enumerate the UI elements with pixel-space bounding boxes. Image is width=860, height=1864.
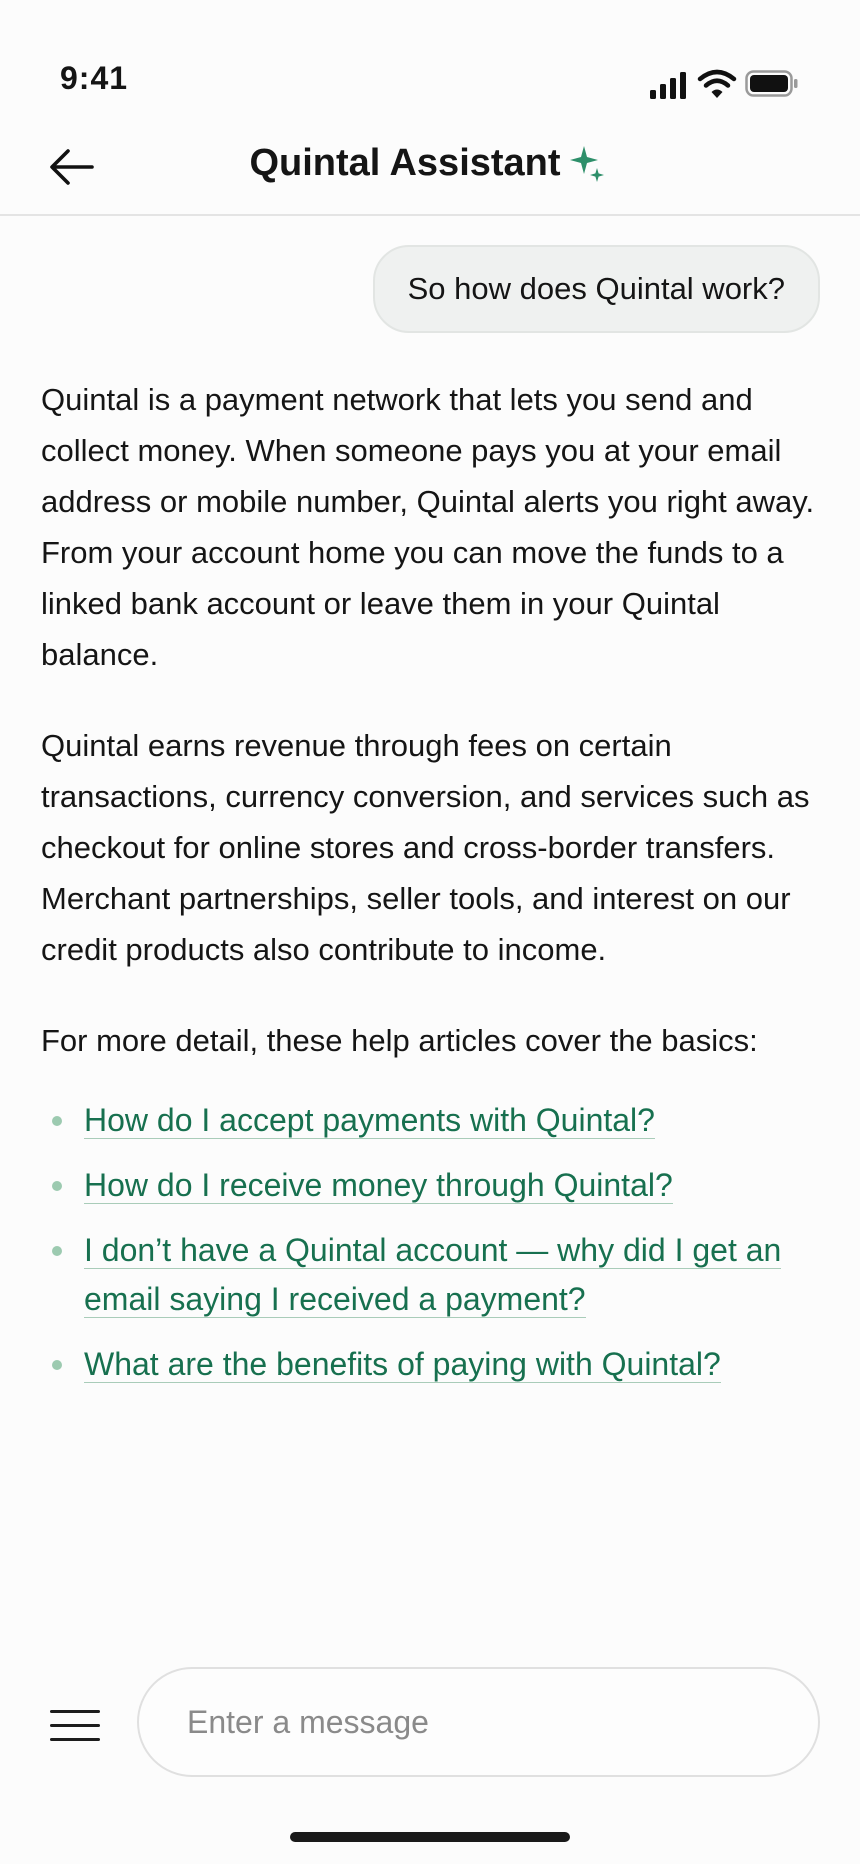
list-item — [41, 1340, 831, 1389]
assistant-paragraph: Quintal is a payment network that lets you send and collect money. When someone pays you at your email address or mobile number, Quintal alerts you right away. From your account home you can move the funds to a linked bank account or leave them in your Quintal balance. — [41, 382, 815, 672]
message-composer — [0, 1660, 860, 1810]
bullet-dot — [52, 1246, 62, 1256]
bullet-dot — [52, 1116, 62, 1126]
help-links-list — [41, 1096, 831, 1389]
bullet-dot — [52, 1360, 62, 1370]
hamburger-menu-icon[interactable] — [50, 1710, 100, 1748]
list-item — [41, 1161, 831, 1210]
signal-icon — [650, 72, 690, 100]
assistant-message — [41, 374, 831, 1405]
status-time: 9:41 — [60, 60, 129, 96]
help-link[interactable]: How do I accept payments with Quintal? — [84, 1102, 655, 1138]
app-header — [0, 120, 860, 216]
status-bar — [0, 0, 860, 120]
user-message-bubble: So how does Quintal work? — [373, 245, 820, 333]
message-input[interactable] — [137, 1667, 820, 1777]
wifi-icon — [697, 68, 737, 100]
bullet-dot — [52, 1181, 62, 1191]
battery-icon — [745, 70, 799, 98]
help-link[interactable]: How do I receive money through Quintal? — [84, 1167, 673, 1203]
list-item — [41, 1226, 831, 1324]
home-indicator — [290, 1832, 570, 1842]
list-item — [41, 1096, 831, 1145]
assistant-paragraph: Quintal earns revenue through fees on certain transactions, currency conversion, and services such as checkout for online stores and cross-border transfers. Merchant partnerships, seller tools, and interest on our credit products also contribute to income. — [41, 728, 810, 967]
help-link[interactable]: I don’t have a Quintal account — why did I get an email saying I received a payment? — [84, 1232, 782, 1317]
page-title: Quintal Assistant — [249, 142, 561, 184]
sparkle-icon — [570, 144, 606, 184]
assistant-paragraph: For more detail, these help articles cover the basics: — [41, 1023, 758, 1058]
help-link[interactable]: What are the benefits of paying with Quintal? — [84, 1346, 721, 1382]
